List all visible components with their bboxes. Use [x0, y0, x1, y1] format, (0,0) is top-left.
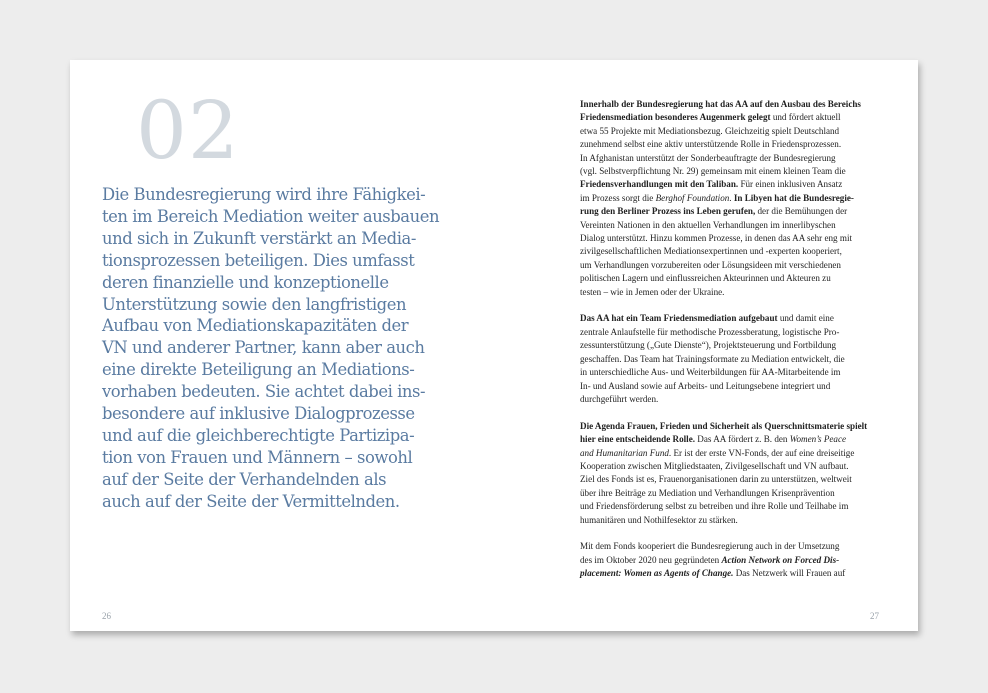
- text-run: . Er ist der erste VN-Fonds, der auf eine dreiseitige: [668, 447, 855, 458]
- body-line: [580, 98, 885, 111]
- body-line: [580, 259, 885, 272]
- text-run: und damit eine: [777, 313, 834, 324]
- text-run: des im Oktober 2020 neu gegründeten: [580, 554, 722, 565]
- body-paragraph: [580, 420, 885, 527]
- body-line: [580, 567, 885, 580]
- body-line: [580, 326, 885, 339]
- text-run: Berghof Foundation: [655, 192, 730, 203]
- text-run: testen – wie in Jemen oder der Ukraine.: [580, 286, 725, 297]
- body-line: [580, 514, 885, 527]
- body-paragraph: [580, 312, 885, 406]
- body-line: [580, 554, 885, 567]
- text-run: und fördert aktuell: [770, 112, 841, 123]
- text-run: Das AA hat ein Team Friedensmediation aufgebaut: [580, 313, 778, 324]
- text-run: Dialog unterstützt. Hinzu kommen Prozesse, in denen das AA sehr eng mit: [580, 233, 853, 244]
- text-run: Die Agenda Frauen, Frieden und Sicherheit als Querschnittsmaterie spielt: [580, 420, 868, 431]
- text-run: geschaffen. Das Team hat Trainingsformate zu Mediation entwickelt, die: [580, 353, 845, 364]
- body-text-column: [580, 98, 885, 594]
- intro-line: besondere auf inklusive Dialogprozesse: [102, 404, 415, 424]
- book-spread: [70, 60, 918, 631]
- body-line: [580, 500, 885, 513]
- body-line: [580, 312, 885, 325]
- chapter-number: 02: [136, 84, 240, 177]
- text-run: im Prozess sorgt die: [580, 192, 656, 203]
- text-run: um Verhandlungen vorzubereiten oder Lösungsideen mit verschiedenen: [580, 259, 841, 270]
- body-line: [580, 366, 885, 379]
- body-line: [580, 232, 885, 245]
- body-line: [580, 111, 885, 124]
- body-line: [580, 138, 885, 151]
- body-line: [580, 420, 885, 433]
- text-run: politischen Lagern und einflussreichen Akteurinnen und Akteuren zu: [580, 273, 831, 284]
- body-line: [580, 540, 885, 553]
- text-run: Women’s Peace: [789, 434, 847, 445]
- intro-line: auf der Seite der Verhandelnden als: [102, 469, 387, 489]
- text-run: zentrale Anlaufstelle für methodische Prozessberatung, logistische Pro-: [580, 326, 840, 337]
- text-run: zunehmend selbst eine aktiv unterstützende Rolle in Friedensprozessen.: [580, 139, 842, 150]
- text-run: In- und Ausland sowie auf Arbeits- und Leitungsebene integriert und: [580, 380, 831, 391]
- text-run: durchgeführt werden.: [580, 393, 659, 404]
- body-line: [580, 380, 885, 393]
- intro-line: tionsprozessen beteiligen. Dies umfasst: [102, 250, 415, 270]
- body-line: [580, 353, 885, 366]
- body-line: [580, 487, 885, 500]
- body-line: [580, 205, 885, 218]
- body-line: [580, 152, 885, 165]
- text-run: über ihre Beiträge zu Mediation und Verhandlungen Krisenprävention: [580, 487, 835, 498]
- text-run: Innerhalb der Bundesregierung hat das AA auf den Ausbau des Bereichs: [580, 99, 861, 109]
- body-line: [580, 460, 885, 473]
- body-line: [580, 192, 885, 205]
- text-run: In Libyen hat die Bundesregie-: [733, 192, 854, 203]
- text-run: placement: Women as Agents of Change.: [580, 568, 734, 579]
- intro-line: deren finanzielle und konzeptionelle: [102, 272, 389, 292]
- text-run: Vereinten Nationen in den aktuellen Verhandlungen im innerlibyschen: [580, 219, 836, 230]
- intro-line: VN und anderer Partner, kann aber auch: [102, 338, 425, 358]
- text-run: der die Bemühungen der: [755, 206, 848, 217]
- intro-line: tion von Frauen und Männern – sowohl: [102, 447, 413, 467]
- body-line: [580, 272, 885, 285]
- intro-line: vorhaben bedeuten. Sie achtet dabei ins-: [102, 382, 426, 402]
- text-run: Mit dem Fonds kooperiert die Bundesregierung auch in der Umsetzung: [580, 541, 840, 552]
- text-run: .: [729, 192, 734, 203]
- text-run: Das AA fördert z. B. den: [695, 434, 790, 445]
- text-run: hier eine entscheidende Rolle.: [580, 434, 696, 445]
- intro-line: und auf die gleichberechtigte Partizipa-: [102, 425, 415, 445]
- body-line: [580, 393, 885, 406]
- text-run: Ziel des Fonds ist es, Frauenorganisationen darin zu unterstützen, weltweit: [580, 474, 852, 485]
- text-run: zivilgesellschaftlichen Mediationsexpertinnen und -experten kooperiert,: [580, 246, 842, 257]
- text-run: zessunterstützung („Gute Dienste“), Projektsteuerung und Fortbildung: [580, 340, 837, 351]
- body-line: [580, 219, 885, 232]
- text-run: und Friedensförderung selbst zu betreiben und ihre Rolle und Teilhabe im: [580, 501, 849, 512]
- text-run: in unterschiedliche Aus- und Weiterbildungen für AA-Mitarbeitende im: [580, 367, 841, 378]
- intro-paragraph: [102, 184, 472, 513]
- text-run: Friedensmediation besonderes Augenmerk gelegt: [580, 112, 771, 123]
- page-number-left: 26: [102, 611, 111, 621]
- intro-line: Die Bundesregierung wird ihre Fähigkei-: [102, 185, 426, 204]
- intro-line: Aufbau von Mediationskapazitäten der: [102, 316, 409, 336]
- text-run: etwa 55 Projekte mit Mediationsbezug. Gleichzeitig spielt Deutschland: [580, 125, 840, 136]
- body-line: [580, 339, 885, 352]
- body-line: [580, 125, 885, 138]
- text-run: Friedensverhandlungen mit den Taliban.: [580, 179, 739, 190]
- body-line: [580, 165, 885, 178]
- text-run: In Afghanistan unterstützt der Sonderbeauftragte der Bundesregierung: [580, 152, 836, 163]
- intro-line: und sich in Zukunft verstärkt an Media-: [102, 228, 416, 248]
- body-paragraph: [580, 98, 885, 299]
- intro-line: ten im Bereich Mediation weiter ausbauen: [102, 206, 440, 226]
- text-run: (vgl. Selbstverpflichtung Nr. 29) gemeinsam mit einem kleinen Team die: [580, 166, 846, 177]
- text-run: rung den Berliner Prozess ins Leben gerufen,: [580, 206, 756, 217]
- body-line: [580, 178, 885, 191]
- body-paragraph: [580, 540, 885, 580]
- intro-line: Unterstützung sowie den langfristigen: [102, 294, 407, 314]
- body-line: [580, 286, 885, 299]
- text-run: and Humanitarian Fund: [580, 447, 669, 458]
- text-run: humanitären und Nothilfesektor zu stärken.: [580, 514, 738, 525]
- text-run: Für einen inklusiven Ansatz: [738, 179, 843, 190]
- body-line: [580, 433, 885, 446]
- body-line: [580, 473, 885, 486]
- body-line: [580, 245, 885, 258]
- page-number-right: 27: [870, 611, 879, 621]
- body-line: [580, 447, 885, 460]
- text-run: Das Netzwerk will Frauen auf: [733, 568, 846, 579]
- text-run: Action Network on Forced Dis-: [721, 554, 840, 565]
- intro-line: eine direkte Beteiligung an Mediations-: [102, 360, 415, 380]
- text-run: Kooperation zwischen Mitgliedstaaten, Zivilgesellschaft und VN aufbaut.: [580, 460, 849, 471]
- intro-line: auch auf der Seite der Vermittelnden.: [102, 491, 400, 511]
